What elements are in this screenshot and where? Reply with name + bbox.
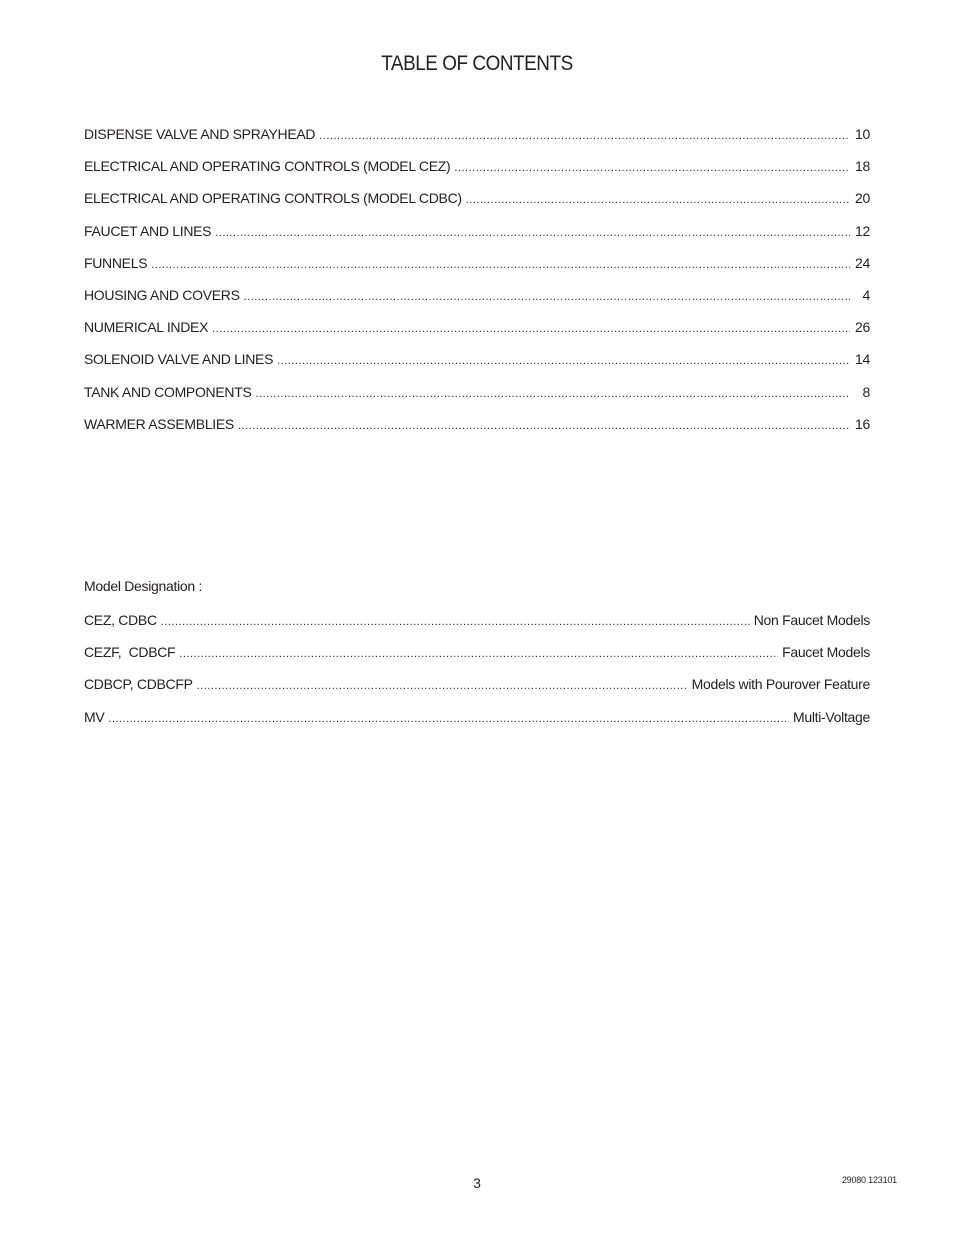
toc-entry — [84, 382, 870, 414]
table-of-contents — [84, 124, 870, 446]
dot-leader — [215, 223, 850, 243]
dot-leader — [151, 255, 850, 275]
model-designation-entry — [84, 707, 870, 739]
model-description: Non Faucet Models — [753, 612, 870, 628]
toc-entry — [84, 414, 870, 446]
toc-entry-label: SOLENOID VALVE AND LINES — [84, 351, 274, 368]
model-designation-entry — [84, 674, 870, 706]
dot-leader — [466, 190, 850, 210]
dot-leader — [179, 644, 778, 664]
toc-entry — [84, 124, 870, 156]
dot-leader — [244, 287, 850, 307]
toc-entry-label: TANK AND COMPONENTS — [84, 383, 252, 400]
dot-leader — [212, 319, 850, 339]
toc-entry-label: FAUCET AND LINES — [84, 222, 212, 239]
toc-entry-page: 12 — [855, 222, 870, 239]
dot-leader — [197, 676, 688, 696]
model-designation-entry — [84, 610, 870, 642]
toc-entry-page: 8 — [862, 383, 870, 400]
toc-entry-page: 10 — [855, 126, 870, 142]
toc-entry-page: 18 — [855, 158, 870, 175]
model-codes: CDBCP, CDBCFP — [84, 676, 193, 693]
toc-entry-page: 24 — [855, 254, 870, 271]
toc-entry — [84, 221, 870, 253]
page-number: 3 — [473, 1175, 481, 1191]
model-designation-list — [84, 610, 870, 739]
toc-entry — [84, 349, 870, 381]
toc-entry-label: WARMER ASSEMBLIES — [84, 415, 234, 432]
dot-leader — [319, 126, 850, 146]
toc-entry-label: ELECTRICAL AND OPERATING CONTROLS (MODEL CDBC) — [84, 190, 462, 207]
page-title: TABLE OF CONTENTS — [381, 52, 573, 75]
model-description: Models with Pourover Feature — [691, 676, 870, 693]
model-codes: CEZ, CDBC — [84, 612, 157, 628]
model-description: Faucet Models — [782, 644, 870, 661]
toc-entry — [84, 188, 870, 220]
toc-entry-label: DISPENSE VALVE AND SPRAYHEAD — [84, 126, 316, 142]
toc-entry — [84, 317, 870, 349]
toc-entry-label: HOUSING AND COVERS — [84, 286, 240, 303]
model-description: Multi-Voltage — [792, 708, 870, 725]
toc-entry-page: 4 — [862, 286, 870, 303]
model-designation-entry — [84, 642, 870, 674]
dot-leader — [256, 384, 850, 404]
toc-entry-page: 26 — [855, 319, 870, 336]
toc-entry — [84, 156, 870, 188]
model-codes: MV — [84, 708, 105, 725]
dot-leader — [454, 158, 850, 178]
toc-entry-page: 16 — [855, 415, 870, 432]
toc-entry-label: NUMERICAL INDEX — [84, 319, 209, 336]
toc-entry-page: 20 — [855, 190, 870, 207]
dot-leader — [277, 351, 850, 371]
dot-leader — [108, 709, 789, 729]
model-codes: CEZF, CDBCF — [84, 644, 176, 661]
toc-entry — [84, 285, 870, 317]
model-designation-heading: Model Designation : — [84, 578, 203, 594]
toc-entry-page: 14 — [855, 351, 870, 368]
toc-entry — [84, 253, 870, 285]
toc-entry-label: FUNNELS — [84, 254, 148, 271]
dot-leader — [161, 612, 750, 632]
dot-leader — [238, 416, 850, 436]
toc-entry-label: ELECTRICAL AND OPERATING CONTROLS (MODEL CEZ) — [84, 158, 451, 175]
document-number: 29080 123101 — [841, 1175, 897, 1185]
